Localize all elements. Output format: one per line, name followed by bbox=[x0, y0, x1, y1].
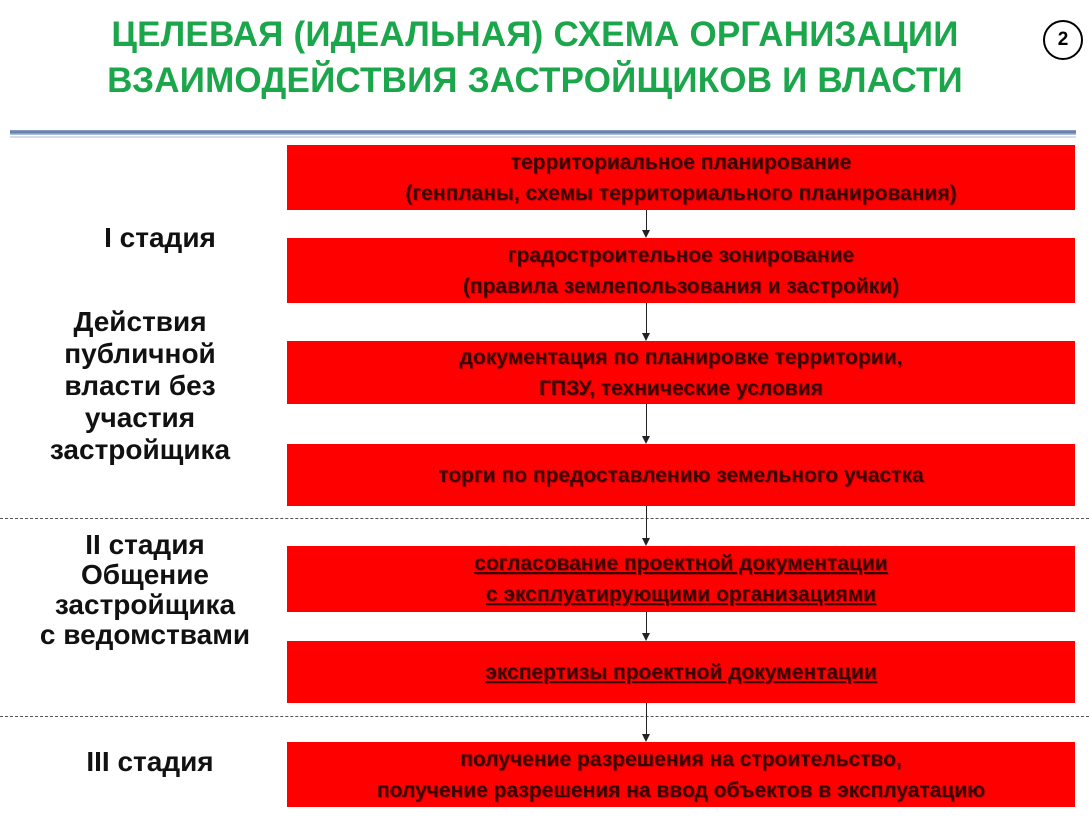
process-step-5 bbox=[287, 546, 1075, 612]
stage-1-description bbox=[30, 306, 250, 466]
title-line-2: ВЗАИМОДЕЙСТВИЯ ЗАСТРОЙЩИКОВ И ВЛАСТИ bbox=[107, 61, 963, 100]
stage-3-line: III стадия bbox=[86, 746, 214, 777]
title-line-1: ЦЕЛЕВАЯ (ИДЕАЛЬНАЯ) СХЕМА ОРГАНИЗАЦИИ bbox=[111, 15, 959, 54]
process-step-1 bbox=[287, 145, 1075, 210]
process-step-4 bbox=[287, 444, 1075, 506]
stage-2-line: II стадия bbox=[85, 529, 205, 560]
step-7-line: получение разрешения на строительство, bbox=[460, 747, 902, 771]
stage-separator bbox=[0, 716, 1089, 717]
step-3-line: ГПЗУ, технические условия bbox=[539, 376, 823, 400]
title-divider bbox=[10, 130, 1076, 135]
step-5-line: согласование проектной документации bbox=[474, 552, 888, 575]
step-3-line: документация по планировке территории, bbox=[459, 345, 903, 369]
step-1-line: территориальное планирование bbox=[510, 150, 852, 174]
step-7-line: получение разрешения на ввод объектов в эксплуатацию bbox=[376, 778, 986, 802]
page-title bbox=[40, 12, 1030, 104]
step-6-line: экспертизы проектной документации bbox=[485, 660, 877, 684]
page-number-badge: 2 bbox=[1043, 20, 1083, 60]
stage-1-desc-line: застройщика bbox=[49, 434, 231, 465]
step-1-line: (генпланы, схемы территориального планирования) bbox=[405, 181, 957, 205]
stage-3-label bbox=[50, 746, 250, 778]
stage-2-line: Общение bbox=[81, 559, 209, 590]
step-2-line: (правила землепользования и застройки) bbox=[462, 274, 900, 298]
stage-1-desc-line: участия bbox=[84, 402, 196, 433]
process-step-3 bbox=[287, 341, 1075, 404]
process-step-7 bbox=[287, 742, 1075, 807]
stage-1-desc-line: власти без bbox=[64, 370, 216, 401]
stage-1-line: I стадия bbox=[104, 222, 216, 253]
stage-1-label bbox=[60, 222, 260, 254]
process-step-2 bbox=[287, 238, 1075, 303]
step-5-line: с эксплуатирующими организациями bbox=[485, 583, 877, 606]
stage-separator bbox=[0, 518, 1089, 519]
title-divider-shadow bbox=[10, 136, 1076, 138]
stage-1-desc-line: Действия bbox=[73, 306, 207, 337]
stage-1-desc-line: публичной bbox=[64, 338, 216, 369]
stage-2-label bbox=[10, 530, 280, 650]
stage-2-line: с ведомствами bbox=[39, 619, 251, 650]
process-step-6 bbox=[287, 641, 1075, 703]
step-4-line: торги по предоставлению земельного участка bbox=[438, 463, 924, 487]
stage-2-line: застройщика bbox=[54, 589, 236, 620]
step-2-line: градостроительное зонирование bbox=[507, 243, 855, 267]
